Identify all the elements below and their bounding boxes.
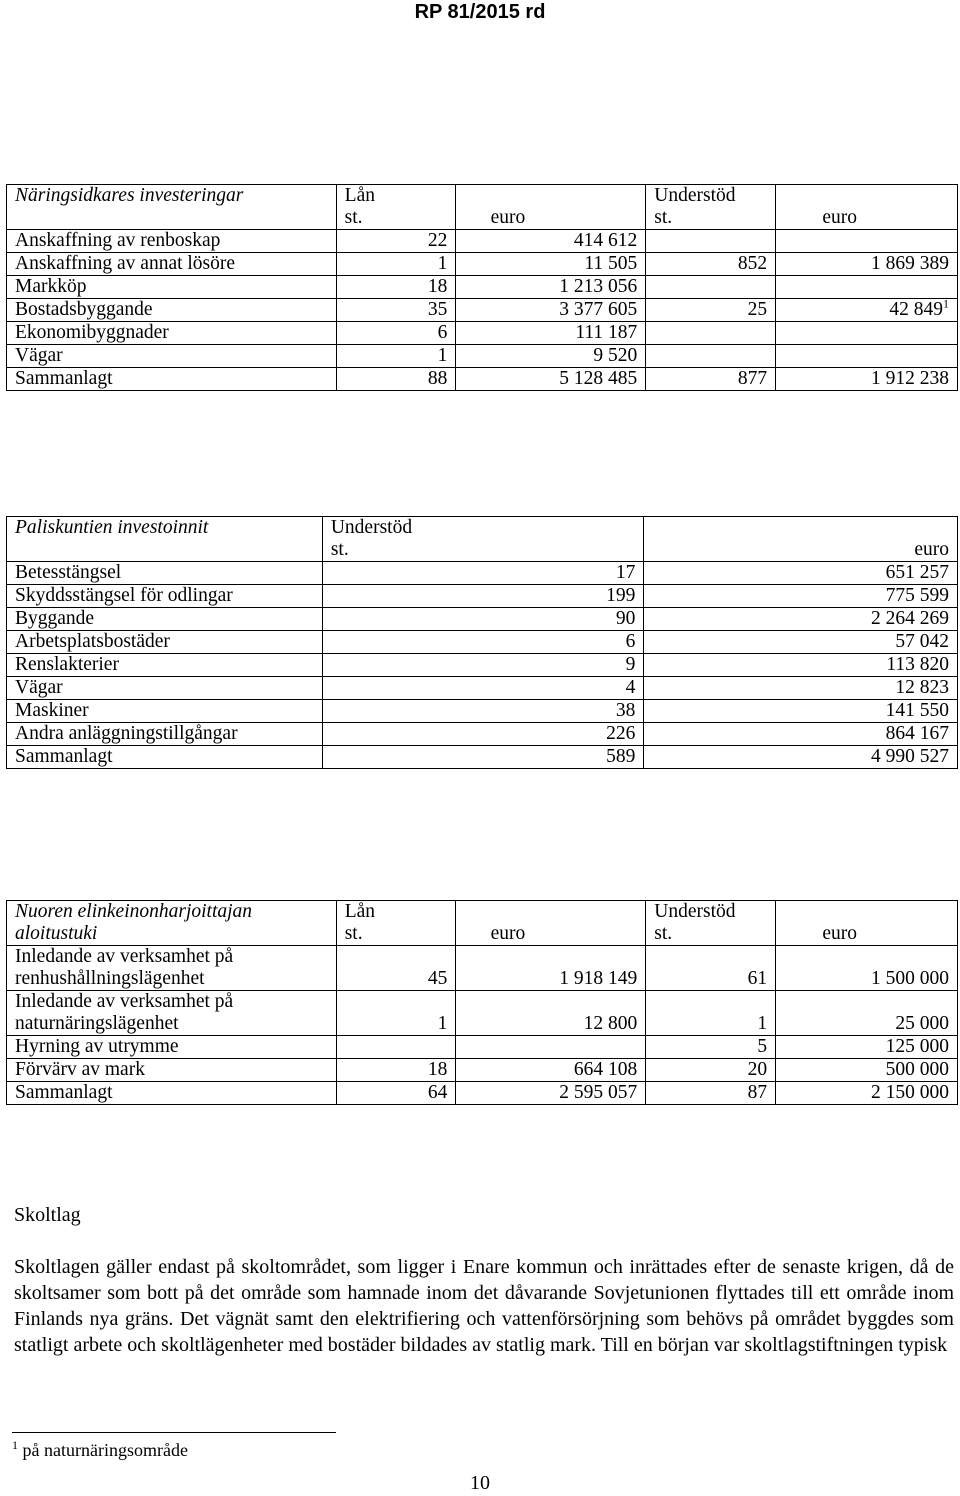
table-row xyxy=(7,562,958,585)
row-label: Byggande xyxy=(7,608,323,631)
column-header-euro: euro xyxy=(644,517,958,562)
table-row xyxy=(7,677,958,700)
row-label-line: Inledande av verksamhet på xyxy=(15,946,234,967)
loan-euro: 1 918 149 xyxy=(456,946,646,991)
support-euro xyxy=(776,230,958,253)
support-euro xyxy=(776,296,958,322)
row-label xyxy=(7,946,337,991)
table-row xyxy=(7,654,958,677)
column-header-understod: Understöd st. xyxy=(646,185,776,230)
section-title: Skoltlag xyxy=(14,1204,81,1226)
support-euro xyxy=(776,322,958,345)
support-euro: 775 599 xyxy=(644,585,958,608)
row-label xyxy=(7,991,337,1036)
row-label: Ekonomibyggnader xyxy=(7,322,337,345)
row-label: Sammanlagt xyxy=(7,746,323,769)
table-row xyxy=(7,585,958,608)
support-count xyxy=(646,322,776,345)
row-label-line: naturnäringslägenhet xyxy=(15,1013,179,1034)
loan-euro: 111 187 xyxy=(456,322,646,345)
row-label-line: Förvärv av mark xyxy=(15,1059,145,1080)
support-euro xyxy=(776,276,958,299)
loan-count: 1 xyxy=(336,253,456,276)
support-count: 25 xyxy=(646,299,776,322)
row-label: Betesstängsel xyxy=(7,562,323,585)
table-caption: Näringsidkares investeringar xyxy=(7,185,337,230)
table-row xyxy=(7,1082,958,1105)
loan-count: 1 xyxy=(336,991,456,1036)
column-header-euro: euro xyxy=(456,185,646,230)
column-header-euro: euro xyxy=(456,901,646,946)
row-label xyxy=(7,1082,337,1105)
loan-euro: 664 108 xyxy=(456,1059,646,1082)
table-row xyxy=(7,723,958,746)
support-count: 9 xyxy=(322,654,644,677)
loan-count: 1 xyxy=(336,345,456,368)
row-label: Sammanlagt xyxy=(7,368,337,391)
loan-count: 35 xyxy=(336,299,456,322)
loan-euro: 1 213 056 xyxy=(456,276,646,299)
row-label xyxy=(7,1036,337,1059)
support-count: 90 xyxy=(322,608,644,631)
row-label: Vägar xyxy=(7,345,337,368)
column-header-understod: Understöd st. xyxy=(322,517,644,562)
support-euro-value: 1 869 389 xyxy=(871,253,949,274)
support-count: 199 xyxy=(322,585,644,608)
loan-euro: 2 595 057 xyxy=(456,1082,646,1105)
table-row xyxy=(7,946,958,991)
support-euro: 113 820 xyxy=(644,654,958,677)
table-row xyxy=(7,608,958,631)
table-row xyxy=(7,230,958,253)
footnote xyxy=(12,1440,188,1461)
row-label: Bostadsbyggande xyxy=(7,299,337,322)
table-header-row xyxy=(7,517,958,562)
support-count: 852 xyxy=(646,253,776,276)
row-label: Vägar xyxy=(7,677,323,700)
loan-count: 45 xyxy=(336,946,456,991)
row-label: Andra anläggningstillgångar xyxy=(7,723,323,746)
support-euro-value: 1 912 238 xyxy=(871,368,949,389)
footnote-reference: 1 xyxy=(943,296,949,311)
table-row xyxy=(7,746,958,769)
table-row xyxy=(7,322,958,345)
table-row xyxy=(7,991,958,1036)
page-number: 10 xyxy=(470,1472,490,1494)
support-count xyxy=(646,276,776,299)
table-row xyxy=(7,345,958,368)
support-euro: 4 990 527 xyxy=(644,746,958,769)
loan-count: 18 xyxy=(336,276,456,299)
footnote-divider xyxy=(12,1432,336,1433)
support-count: 6 xyxy=(322,631,644,654)
column-header-lan: Lån st. xyxy=(336,185,456,230)
support-count: 87 xyxy=(646,1082,776,1105)
table-row xyxy=(7,1059,958,1082)
support-euro: 651 257 xyxy=(644,562,958,585)
investment-table-2 xyxy=(6,516,958,769)
footnote-marker: 1 xyxy=(12,1438,18,1452)
loan-euro: 9 520 xyxy=(456,345,646,368)
support-count: 5 xyxy=(646,1036,776,1059)
support-euro xyxy=(776,368,958,391)
document-header: RP 81/2015 rd xyxy=(414,1,546,23)
table-row xyxy=(7,631,958,654)
loan-euro xyxy=(456,1036,646,1059)
row-label: Anskaffning av renboskap xyxy=(7,230,337,253)
support-euro: 500 000 xyxy=(776,1059,958,1082)
row-label: Skyddsstängsel för odlingar xyxy=(7,585,323,608)
support-euro: 57 042 xyxy=(644,631,958,654)
column-header-lan: Lån st. xyxy=(336,901,456,946)
loan-count xyxy=(336,1036,456,1059)
support-count: 17 xyxy=(322,562,644,585)
table-caption: Paliskuntien investoinnit xyxy=(7,517,323,562)
support-euro: 1 500 000 xyxy=(776,946,958,991)
row-label: Markköp xyxy=(7,276,337,299)
row-label-line: Inledande av verksamhet på xyxy=(15,991,234,1012)
loan-euro: 11 505 xyxy=(456,253,646,276)
loan-euro: 5 128 485 xyxy=(456,368,646,391)
loan-euro: 414 612 xyxy=(456,230,646,253)
loan-count: 18 xyxy=(336,1059,456,1082)
support-count: 61 xyxy=(646,946,776,991)
support-count xyxy=(646,230,776,253)
table-row xyxy=(7,1036,958,1059)
column-header-understod: Understöd st. xyxy=(646,901,776,946)
support-count: 877 xyxy=(646,368,776,391)
column-header-euro-2: euro xyxy=(776,901,958,946)
footnote-text: på naturnäringsområde xyxy=(22,1440,188,1460)
table-header-row xyxy=(7,901,958,946)
support-euro: 2 150 000 xyxy=(776,1082,958,1105)
loan-euro: 3 377 605 xyxy=(456,299,646,322)
support-count: 589 xyxy=(322,746,644,769)
row-label: Anskaffning av annat lösöre xyxy=(7,253,337,276)
investment-table-3 xyxy=(6,900,958,1105)
support-euro: 864 167 xyxy=(644,723,958,746)
row-label: Arbetsplatsbostäder xyxy=(7,631,323,654)
support-euro: 12 823 xyxy=(644,677,958,700)
support-count: 38 xyxy=(322,700,644,723)
row-label xyxy=(7,1059,337,1082)
support-euro xyxy=(776,345,958,368)
row-label-line: renhushållningslägenhet xyxy=(15,968,205,989)
row-label: Maskiner xyxy=(7,700,323,723)
body-paragraph: Skoltlagen gäller endast på skoltområdet, som ligger i Enare kommun och inrättades efter de senaste krigen, då de skoltsamer som bott på det område som hamnade inom det dåvarande Sovjetunionen flyttades till ett område inom Finlands nya gräns. Det vägnät samt den elektrifiering och vattenförsörjning som behövs på området byggdes som statligt arbete och skoltlägenheter med bostäder bildades av statlig mark. Till en början var skoltlagstiftningen typisk xyxy=(14,1256,954,1356)
table-caption: Nuoren elinkeinonharjoittajan aloitustuki xyxy=(7,901,337,946)
row-label-line: Hyrning av utrymme xyxy=(15,1036,179,1057)
loan-euro: 12 800 xyxy=(456,991,646,1036)
support-count: 1 xyxy=(646,991,776,1036)
support-count: 226 xyxy=(322,723,644,746)
loan-count: 22 xyxy=(336,230,456,253)
loan-count: 64 xyxy=(336,1082,456,1105)
investment-table-1 xyxy=(6,184,958,391)
support-euro: 125 000 xyxy=(776,1036,958,1059)
support-euro-value: 42 849 xyxy=(889,299,943,320)
row-label: Renslakterier xyxy=(7,654,323,677)
support-euro: 25 000 xyxy=(776,991,958,1036)
support-euro: 141 550 xyxy=(644,700,958,723)
support-count: 20 xyxy=(646,1059,776,1082)
support-euro xyxy=(776,253,958,276)
table-row xyxy=(7,253,958,276)
table-header-row xyxy=(7,185,958,230)
support-count: 4 xyxy=(322,677,644,700)
table-row xyxy=(7,368,958,391)
support-euro: 2 264 269 xyxy=(644,608,958,631)
loan-count: 6 xyxy=(336,322,456,345)
column-header-euro-2: euro xyxy=(776,185,958,230)
table-row xyxy=(7,700,958,723)
support-count xyxy=(646,345,776,368)
table-row xyxy=(7,276,958,299)
table-row xyxy=(7,299,958,322)
loan-count: 88 xyxy=(336,368,456,391)
row-label-line: Sammanlagt xyxy=(15,1082,113,1103)
